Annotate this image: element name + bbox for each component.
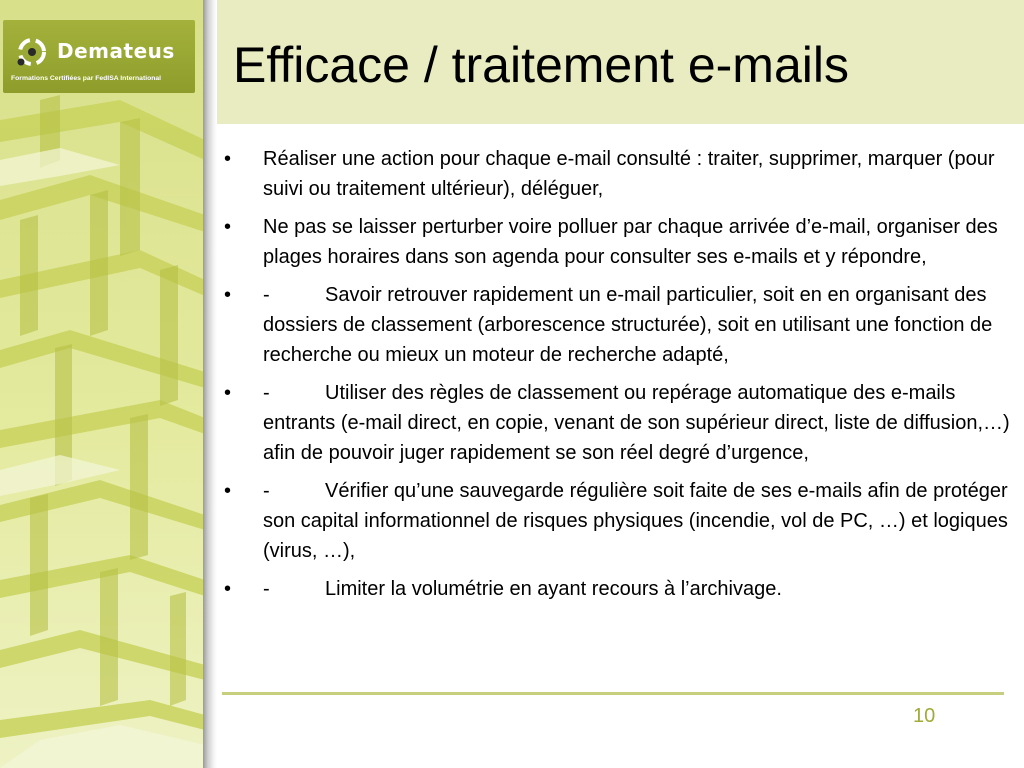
bullet-dash: - — [263, 284, 270, 306]
bullet-marker: • — [224, 382, 232, 404]
logo — [3, 20, 195, 93]
footer-rule — [222, 692, 1004, 695]
logo-icon — [13, 33, 51, 71]
bullet-marker: • — [224, 284, 232, 306]
bullet-item — [222, 378, 1017, 468]
bullet-dash: - — [263, 480, 270, 502]
slide-title: Efficace / traitement e-mails — [233, 37, 849, 93]
bullet-text: Ne pas se laisser perturber voire polluer par chaque arrivée d’e-mail, organiser des plages horaires dans son agenda pour consulter ses e-mails et y répondre, — [263, 216, 998, 268]
page-number: 10 — [913, 705, 936, 727]
bullet-dash: - — [263, 382, 270, 404]
bullet-text: Utiliser des règles de classement ou repérage automatique des e-mails entrants (e-mail direct, en copie, venant de son supérieur direct, liste de diffusion,…) afin de pouvoir juger rapidement se son réel degré d’urgence, — [263, 382, 1010, 464]
bullet-marker: • — [224, 578, 232, 600]
panel-shadow — [203, 0, 217, 768]
bullet-dash: - — [263, 578, 270, 600]
bullet-item — [222, 144, 1017, 204]
bullet-marker: • — [224, 480, 232, 502]
bullet-list — [222, 144, 1017, 604]
bullet-marker: • — [224, 148, 232, 170]
bullet-marker: • — [224, 216, 232, 238]
maze-illustration — [0, 0, 205, 768]
bullet-text: Limiter la volumétrie en ayant recours à l’archivage. — [325, 578, 782, 600]
bullet-text: Réaliser une action pour chaque e-mail consulté : traiter, supprimer, marquer (pour suivi ou traitement ultérieur), déléguer, — [263, 148, 995, 200]
logo-wordmark: Demateus — [57, 39, 175, 63]
slide-body — [222, 144, 1017, 612]
maze-decoration — [0, 0, 205, 768]
bullet-item — [222, 212, 1017, 272]
logo-subtitle: Formations Certifiées par FedISA International — [11, 75, 162, 82]
bullet-item — [222, 280, 1017, 370]
bullet-item — [222, 476, 1017, 566]
bullet-text: Vérifier qu’une sauvegarde régulière soit faite de ses e-mails afin de protéger son capital informationnel de risques physiques (incendie, vol de PC, …) et logiques (virus, …), — [263, 480, 1008, 562]
bullet-item — [222, 574, 1017, 604]
bullet-text: Savoir retrouver rapidement un e-mail particulier, soit en en organisant des dossiers de classement (arborescence structurée), soit en utilisant une fonction de recherche ou mieux un moteur de recherche adapté, — [263, 284, 993, 366]
